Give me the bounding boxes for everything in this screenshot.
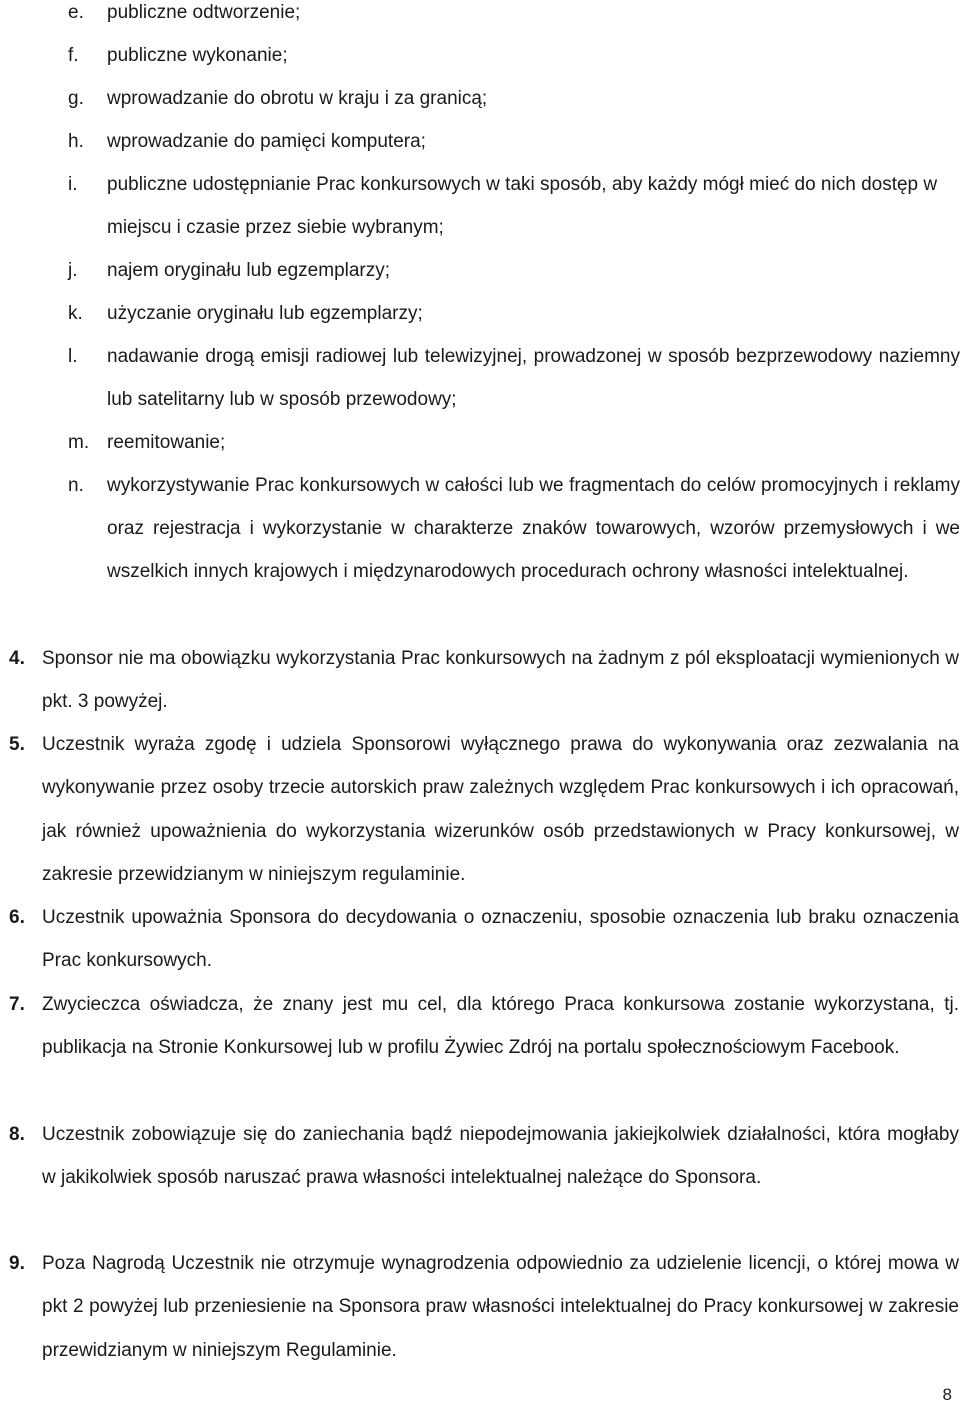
item-number: 8. <box>9 1124 25 1145</box>
item-number: 6. <box>9 907 25 928</box>
item-number: 4. <box>9 648 25 669</box>
list-item-k <box>68 292 960 335</box>
list-text: użyczanie oryginału lub egzemplarzy; <box>107 303 423 324</box>
list-text: publiczne odtworzenie; <box>107 2 301 23</box>
list-text: publiczne udostępnianie Prac konkursowych w taki sposób, aby każdy mógł mieć do nich dostęp w miejscu i czasie przez siebie wybranym; <box>107 174 938 238</box>
list-letter: k. <box>68 303 83 324</box>
item-text: Uczestnik wyraża zgodę i udziela Sponsorowi wyłącznego prawa do wykonywania oraz zezwalania na wykonywanie przez osoby trzecie autorskich praw zależnych względem Prac konkursowych i ich opracowań, jak również upoważnienia do wykorzystania wizerunków osób przedstawionych w Pracy konkursowej, w zakresie przewidzianym w niniejszym regulaminie. <box>42 734 959 885</box>
list-letter: j. <box>68 260 78 281</box>
numbered-item-7 <box>9 983 959 1070</box>
list-text: reemitowanie; <box>107 432 226 453</box>
list-text: wprowadzanie do pamięci komputera; <box>107 131 426 152</box>
list-text: publiczne wykonanie; <box>107 45 288 66</box>
item-number: 5. <box>9 734 25 755</box>
list-item-h <box>68 120 960 163</box>
list-item-e <box>68 0 960 34</box>
list-item-i <box>68 163 960 249</box>
numbered-item-4 <box>9 637 959 724</box>
item-text: Uczestnik zobowiązuje się do zaniechania bądź niepodejmowania jakiejkolwiek działalności, która mogłaby w jakikolwiek sposób naruszać prawa własności intelektualnej należące do Sponsora. <box>42 1124 959 1189</box>
item-number: 7. <box>9 994 25 1015</box>
numbered-item-9 <box>9 1242 959 1372</box>
numbered-item-6 <box>9 896 959 983</box>
list-item-m <box>68 421 960 464</box>
list-item-g <box>68 77 960 120</box>
list-text: nadawanie drogą emisji radiowej lub telewizyjnej, prowadzonej w sposób bezprzewodowy naziemny lub satelitarny lub w sposób przewodowy; <box>107 346 960 410</box>
list-letter: h. <box>68 131 84 152</box>
item-text: Poza Nagrodą Uczestnik nie otrzymuje wynagrodzenia odpowiednio za udzielenie licencji, o której mowa w pkt 2 powyżej lub przeniesienie na Sponsora praw własności intelektualnej do Pracy konkursowej w zakresie przewidzianym w niniejszym Regulaminie. <box>42 1253 959 1361</box>
list-item-n <box>68 464 960 593</box>
list-item-j <box>68 249 960 292</box>
list-letter: l. <box>68 346 78 367</box>
page-number: 8 <box>942 1385 952 1404</box>
list-item-f <box>68 34 960 77</box>
list-letter: g. <box>68 88 84 109</box>
list-letter: f. <box>68 45 79 66</box>
list-text: najem oryginału lub egzemplarzy; <box>107 260 391 281</box>
list-letter: m. <box>68 432 90 453</box>
item-text: Zwycieczca oświadcza, że znany jest mu cel, dla którego Praca konkursowa zostanie wykorzystana, tj. publikacja na Stronie Konkursowej lub w profilu Żywiec Zdrój na portalu społecznościowym Facebook. <box>42 994 959 1059</box>
numbered-item-5 <box>9 723 959 896</box>
list-letter: i. <box>68 174 78 195</box>
list-text: wykorzystywanie Prac konkursowych w całości lub we fragmentach do celów promocyjnych i reklamy oraz rejestracja i wykorzystanie w charakterze znaków towarowych, wzorów przemysłowych i we wszelkich innych krajowych i międzynarodowych procedurach ochrony własności intelektualnej. <box>107 475 960 582</box>
list-item-l <box>68 335 960 421</box>
list-letter: e. <box>68 2 84 23</box>
item-text: Uczestnik upoważnia Sponsora do decydowania o oznaczeniu, sposobie oznaczenia lub braku oznaczenia Prac konkursowych. <box>42 907 959 972</box>
list-text: wprowadzanie do obrotu w kraju i za granicą; <box>107 88 488 109</box>
item-number: 9. <box>9 1253 25 1274</box>
list-letter: n. <box>68 475 84 496</box>
item-text: Sponsor nie ma obowiązku wykorzystania Prac konkursowych na żadnym z pól eksploatacji wymienionych w pkt. 3 powyżej. <box>42 648 959 713</box>
numbered-item-8 <box>9 1113 959 1200</box>
